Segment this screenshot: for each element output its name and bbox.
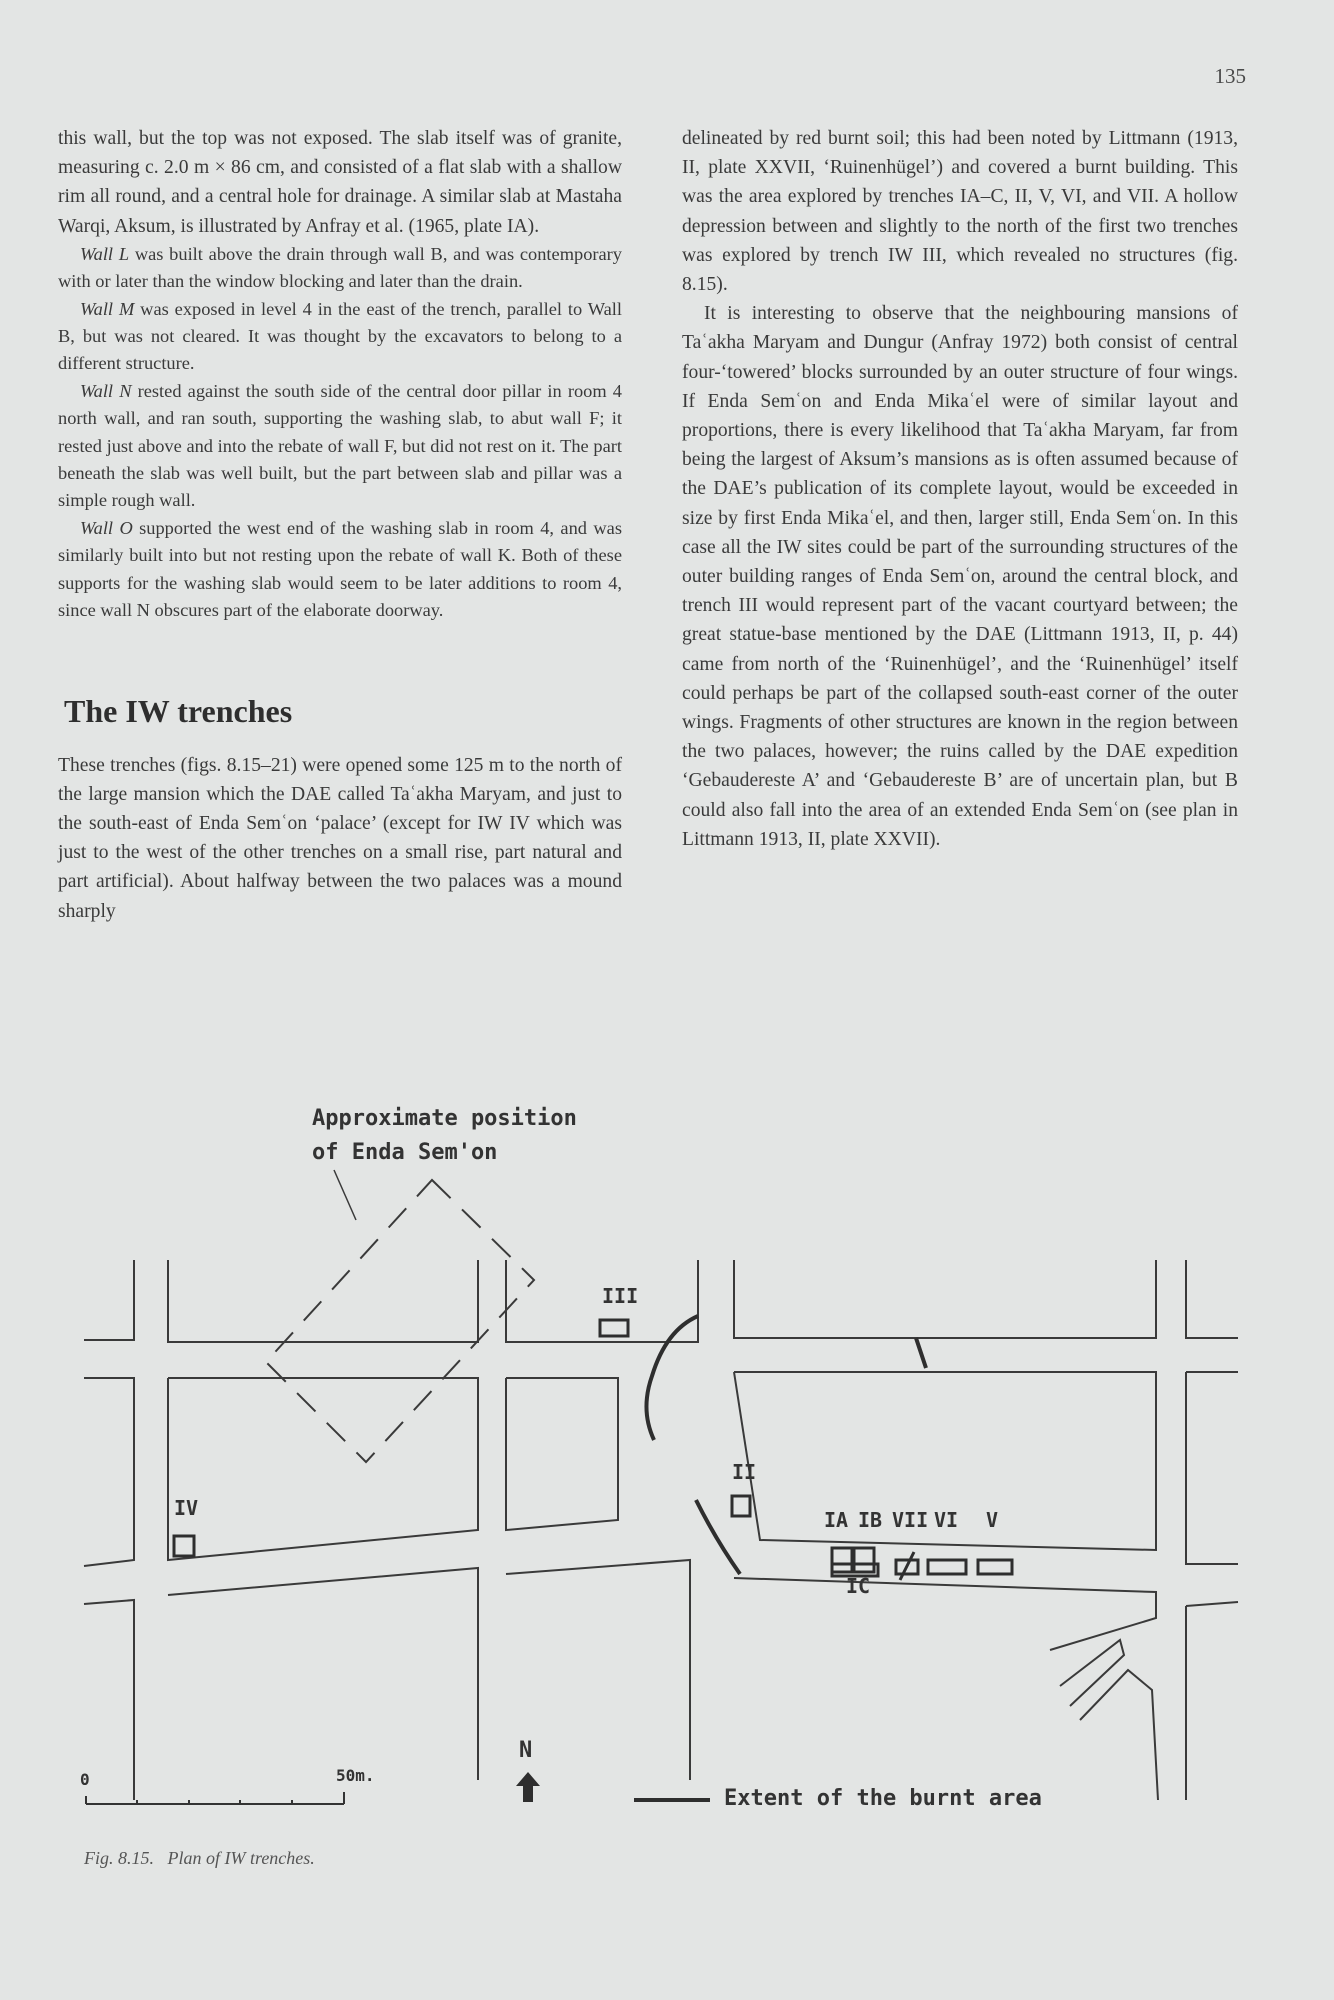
section-heading: The IW trenches: [64, 692, 293, 729]
paragraph-wall-m: [58, 296, 622, 378]
paragraph: this wall, but the top was not exposed. The slab itself was of granite, measuring c. 2.0 m × 86 cm, and consisted of a flat slab with a shallow rim all round, and a central hole for drainage. A similar slab at Mastaha Warqi, Aksum, is illustrated by Anfray et al. (1965, plate IA).: [58, 128, 622, 237]
trench-iii-box: [600, 1320, 628, 1336]
paragraph-text: rested against the south side of the central door pillar in room 4 north wall, and ran south, supporting the washing slab, to abut wall F; it rested just above and into the rebate of wall F, but did not rest on it. The part beneath the slab was well built, but the part between slab and pillar was a simple rough wall.: [58, 380, 622, 511]
paragraph-text: was exposed in level 4 in the east of the trench, parallel to Wall B, but was not cleared. It was thought by the excavators to belong to a different structure.: [58, 298, 622, 374]
enda-semon-outline: [266, 1180, 534, 1462]
paragraph-text: supported the west end of the washing slab in room 4, and was similarly built into but not resting upon the rebate of wall K. Both of these supports for the washing slab would seem to be later additions to room 4, since wall N obscures part of the elaborate doorway.: [58, 517, 622, 621]
trench-vii-label: VII: [892, 1508, 929, 1532]
wall-label: Wall N: [80, 380, 132, 401]
wall-label: Wall L: [80, 243, 130, 264]
figure-caption: Fig. 8.15. Plan of IW trenches.: [84, 1848, 315, 1868]
trench-ia-box: [832, 1548, 852, 1572]
north-label: N: [519, 1738, 533, 1763]
paragraph: delineated by red burnt soil; this had been noted by Littmann (1913, II, plate XXVII, ‘Ruinenhügel’) and covered a burnt building. This was the area explored by trenches IA–C, II, V, VI, and VII. A hollow depression between and slightly to the north of the first two trenches was explored by trench IW III, which revealed no structures (fig. 8.15).: [682, 128, 1238, 296]
street-outline: [168, 1260, 478, 1342]
trench-ib-box: [854, 1548, 874, 1572]
street-outline: [84, 1260, 134, 1340]
burnt-area-line: [916, 1338, 926, 1368]
trench-iv-label: IV: [174, 1496, 199, 1520]
site-plan-figure: [0, 1080, 1334, 1860]
street-outline: [1186, 1260, 1238, 1338]
street-outline: [734, 1260, 1156, 1338]
trench-ib-label: IB: [858, 1508, 883, 1532]
paragraph-text: was built above the drain through wall B, and was contemporary with or later than the window blocking and later than the drain.: [58, 243, 623, 292]
trench-vi-label: VI: [934, 1508, 959, 1532]
street-outline: [1080, 1670, 1158, 1800]
trench-v-label: V: [986, 1508, 999, 1532]
right-column: [682, 124, 1238, 854]
street-outline: [1060, 1640, 1124, 1706]
trench-iv-box: [174, 1536, 194, 1556]
paragraph: These trenches (figs. 8.15–21) were opened some 125 m to the north of the large mansion which the DAE called Taʿakha Maryam, and just to the south-east of Enda Semʿon ‘palace’ (except for IW IV which was just to the west of the other trenches on a small rise, part natural and part artificial). About halfway between the two palaces was a mound sharply: [58, 754, 622, 922]
north-arrow-icon: [516, 1772, 540, 1802]
trench-vii-divider: [900, 1552, 914, 1580]
street-outline: [506, 1560, 690, 1780]
annotation-label-1: Approximate position: [312, 1106, 577, 1131]
paragraph: It is interesting to observe that the neighbouring mansions of Taʿakha Maryam and Dungur (Anfray 1972) both consist of central four-‘towered’ blocks surrounded by an outer structure of four wings. If Enda Semʿon and Enda Mikaʿel were of similar layout and proportions, there is every likelihood that Taʿakha Maryam, far from being the largest of Aksum’s mansions as is often assumed because of the DAE’s publication of its complete layout, would be exceeded in size by first Enda Mikaʿel, and then, larger still, Enda Semʿon. In this case all the IW sites could be part of the surrounding structures of the outer building ranges of Enda Semʿon, around the central block, and trench III would represent part of the vacant courtyard between; the great statue-base mentioned by the DAE (Littmann 1913, II, p. 44) came from north of the ‘Ruinenhügel’, and the ‘Ruinenhügel’ itself could perhaps be part of the collapsed south-east corner of the outer wings. Fragments of other structures are known in the region between the two palaces, however; the ruins called by the DAE expedition ‘Gebaudereste A’ and ‘Gebaudereste B’ are of uncertain plan, but B could also fall into the area of an extended Enda Semʿon (see plan in Littmann 1913, II, plate XXVII).: [682, 303, 1238, 850]
trench-iii-label: III: [602, 1284, 639, 1308]
paragraph-wall-n: [58, 378, 622, 515]
page-number: 135: [1214, 64, 1246, 88]
trench-ii-box: [732, 1496, 750, 1516]
trench-ic-label: IC: [846, 1574, 871, 1598]
street-outline: [84, 1600, 134, 1800]
wall-label: Wall M: [80, 298, 135, 319]
wall-label: Wall O: [80, 517, 133, 538]
scale-end-label: 50m.: [336, 1766, 375, 1785]
site-plan-drawing: [0, 1080, 1334, 1860]
trench-ii-label: II: [732, 1460, 757, 1484]
street-outline: [506, 1378, 618, 1530]
street-outline: [84, 1378, 134, 1566]
annotation-label-2: of Enda Sem'on: [312, 1140, 498, 1165]
scale-start-label: 0: [80, 1770, 90, 1789]
paragraph-wall-l: [58, 241, 622, 296]
street-outline: [1186, 1372, 1238, 1564]
annotation-leader: [334, 1170, 356, 1220]
burnt-area-line: [646, 1316, 698, 1440]
paragraph-wall-o: [58, 515, 622, 625]
trench-ia-label: IA: [824, 1508, 849, 1532]
street-outline: [1186, 1602, 1238, 1606]
scale-bar: [86, 1792, 344, 1804]
street-outline: [168, 1378, 478, 1560]
legend-label: Extent of the burnt area: [724, 1786, 1042, 1811]
trench-v-box: [978, 1560, 1012, 1574]
street-outline: [734, 1578, 1156, 1650]
street-outline: [168, 1568, 478, 1780]
trench-vi-box: [928, 1560, 966, 1574]
left-column: [58, 124, 622, 926]
